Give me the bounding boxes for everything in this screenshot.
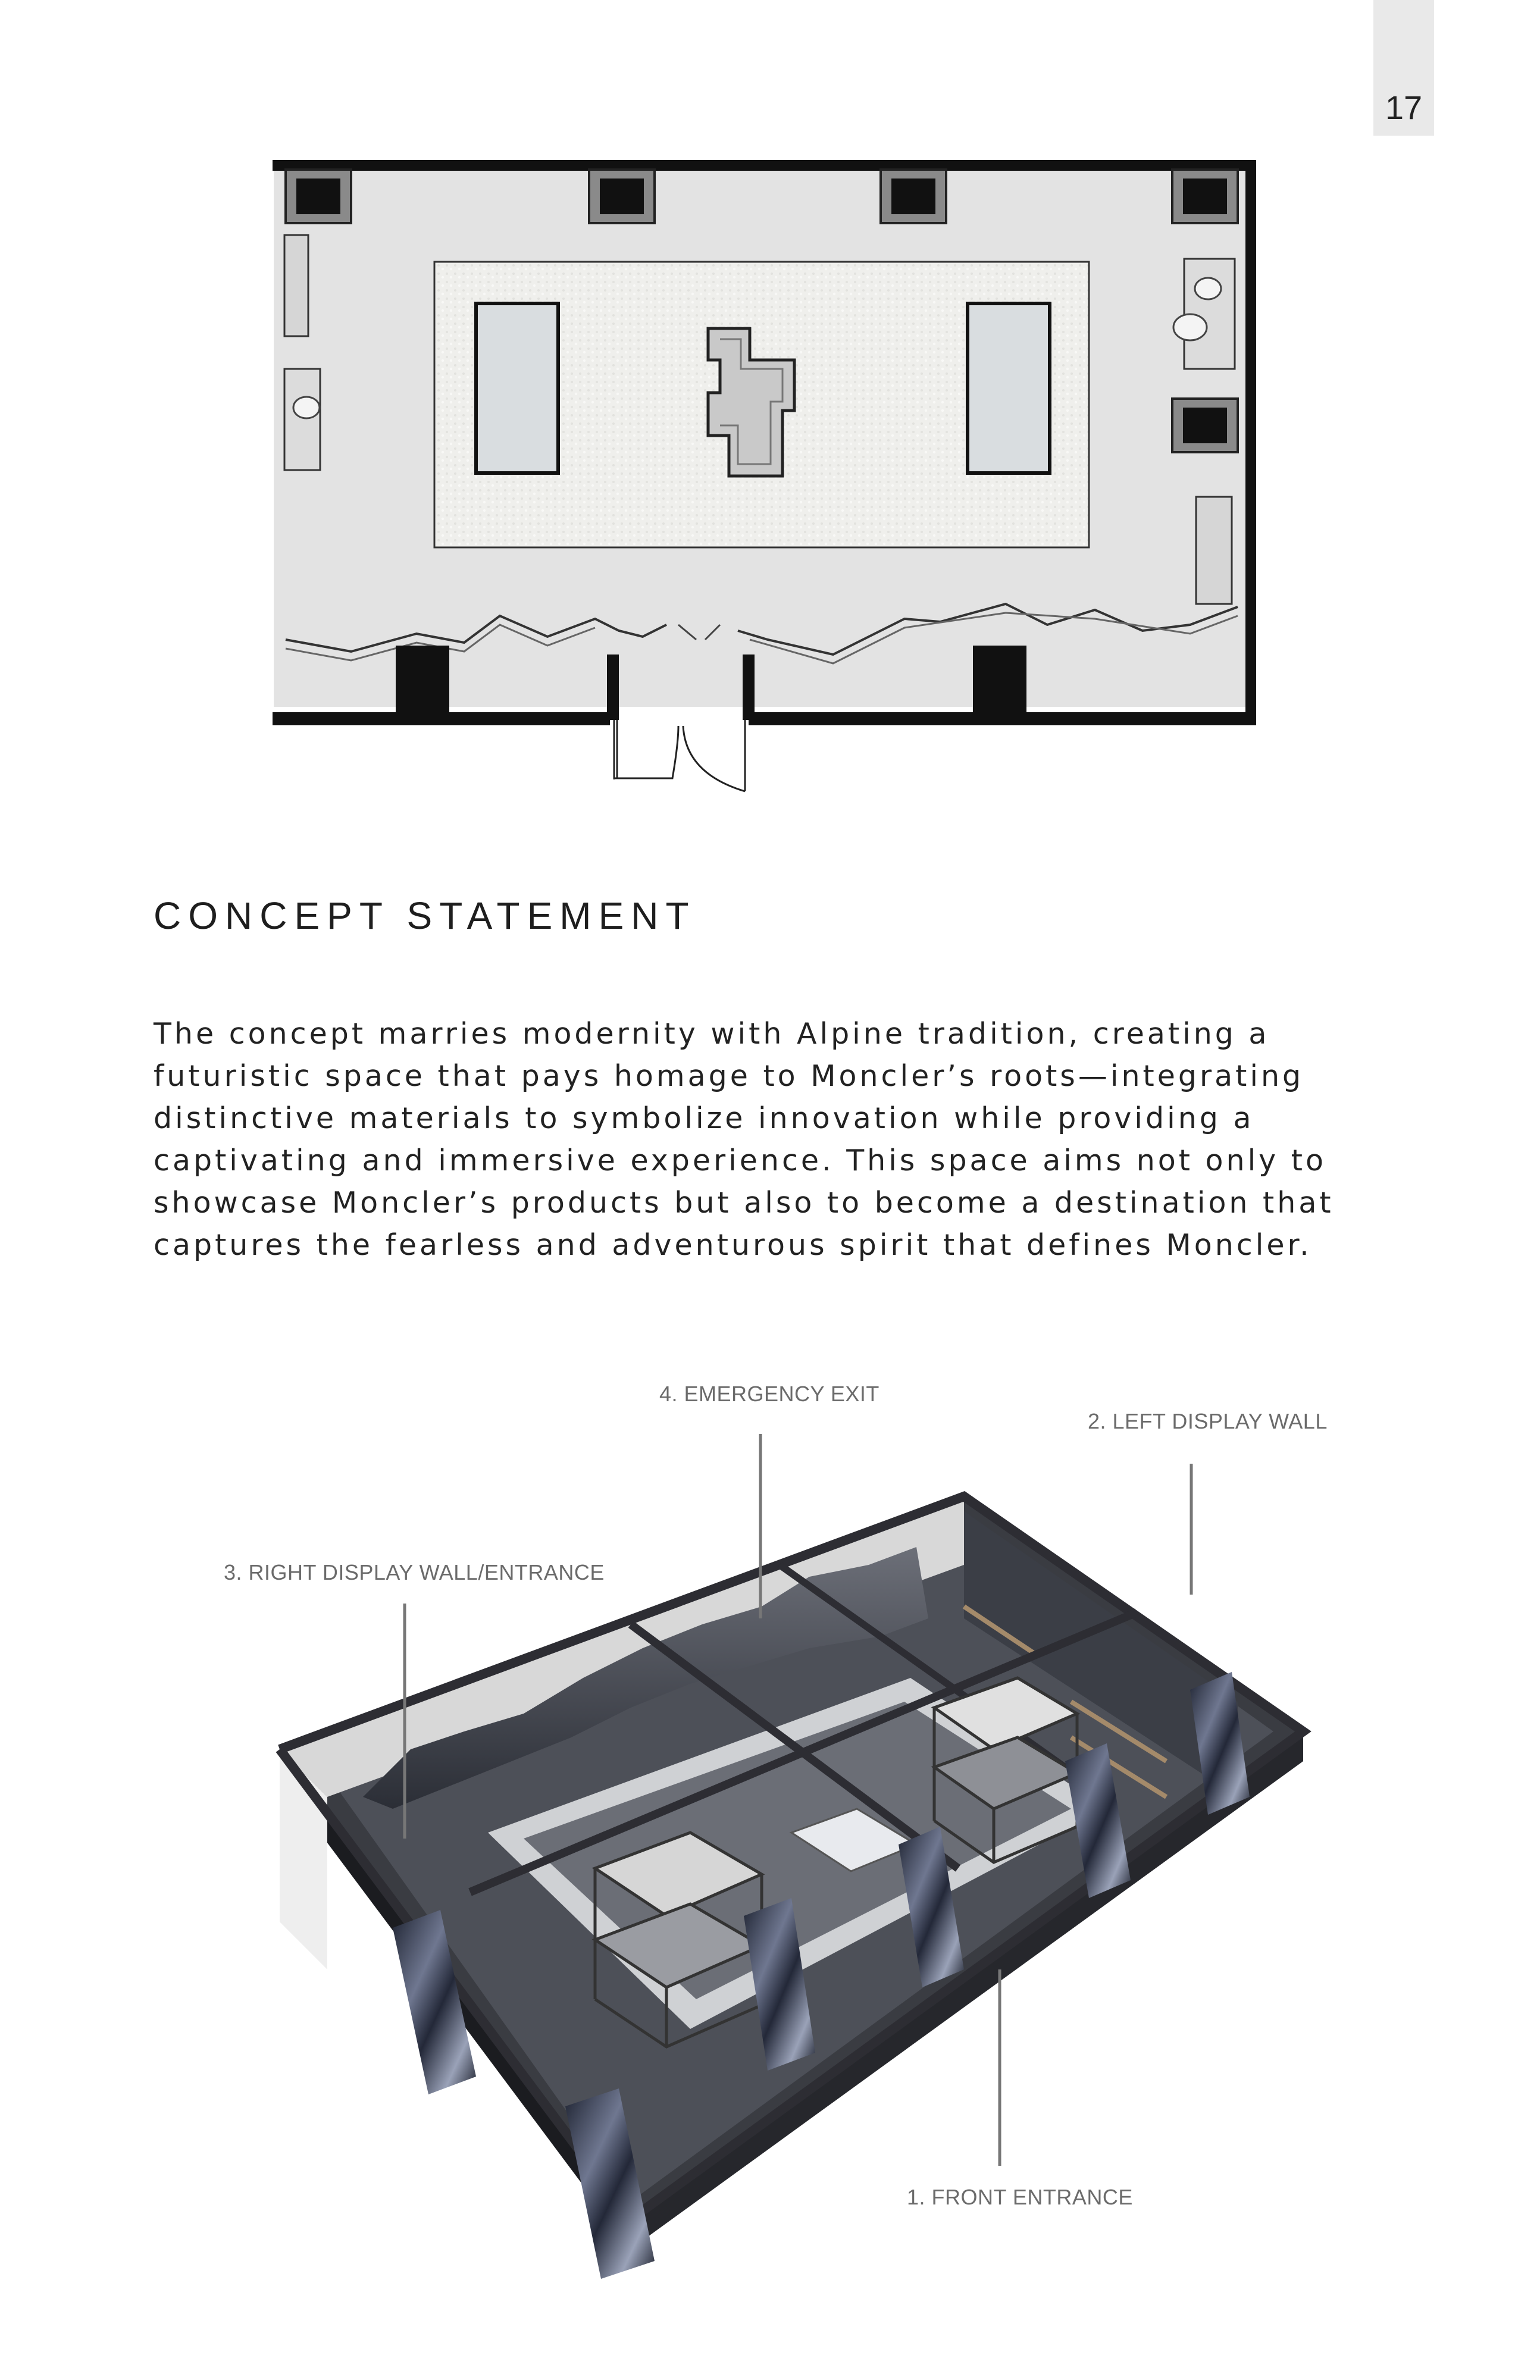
concept-heading: CONCEPT STATEMENT: [154, 894, 696, 937]
page-number: 17: [1385, 89, 1423, 126]
isometric-render: [214, 1368, 1345, 2368]
concept-line: futuristic space that pays homage to Moncler’s roots—integrating: [154, 1059, 1304, 1093]
concept-line: distinctive materials to symbolize innovation while providing a: [154, 1101, 1254, 1135]
front-column-right: [973, 646, 1026, 717]
concept-line: showcase Moncler’s products but also to become a destination that: [154, 1186, 1334, 1220]
left-seating: [284, 369, 320, 470]
right-rack: [1196, 497, 1232, 604]
left-rack: [284, 235, 308, 336]
callout-front-entrance: 1. FRONT ENTRANCE: [907, 2185, 1133, 2209]
callout-left-display-wall: 2. LEFT DISPLAY WALL: [1088, 1409, 1328, 1433]
front-door: [614, 720, 745, 791]
callout-emergency-exit: 4. EMERGENCY EXIT: [659, 1382, 879, 1406]
concept-line: captures the fearless and adventurous spirit that defines Moncler.: [154, 1228, 1312, 1262]
callout-right-display-wall: 3. RIGHT DISPLAY WALL/ENTRANCE: [224, 1560, 605, 1584]
plinth-right: [968, 303, 1050, 473]
floor-plan-drawing: [262, 155, 1273, 809]
concept-line: captivating and immersive experience. This space aims not only to: [154, 1144, 1326, 1178]
front-column-left: [396, 646, 449, 717]
concept-line: The concept marries modernity with Alpine tradition, creating a: [154, 1017, 1270, 1051]
plinth-left: [476, 303, 558, 473]
concept-body: [154, 1013, 1403, 1266]
